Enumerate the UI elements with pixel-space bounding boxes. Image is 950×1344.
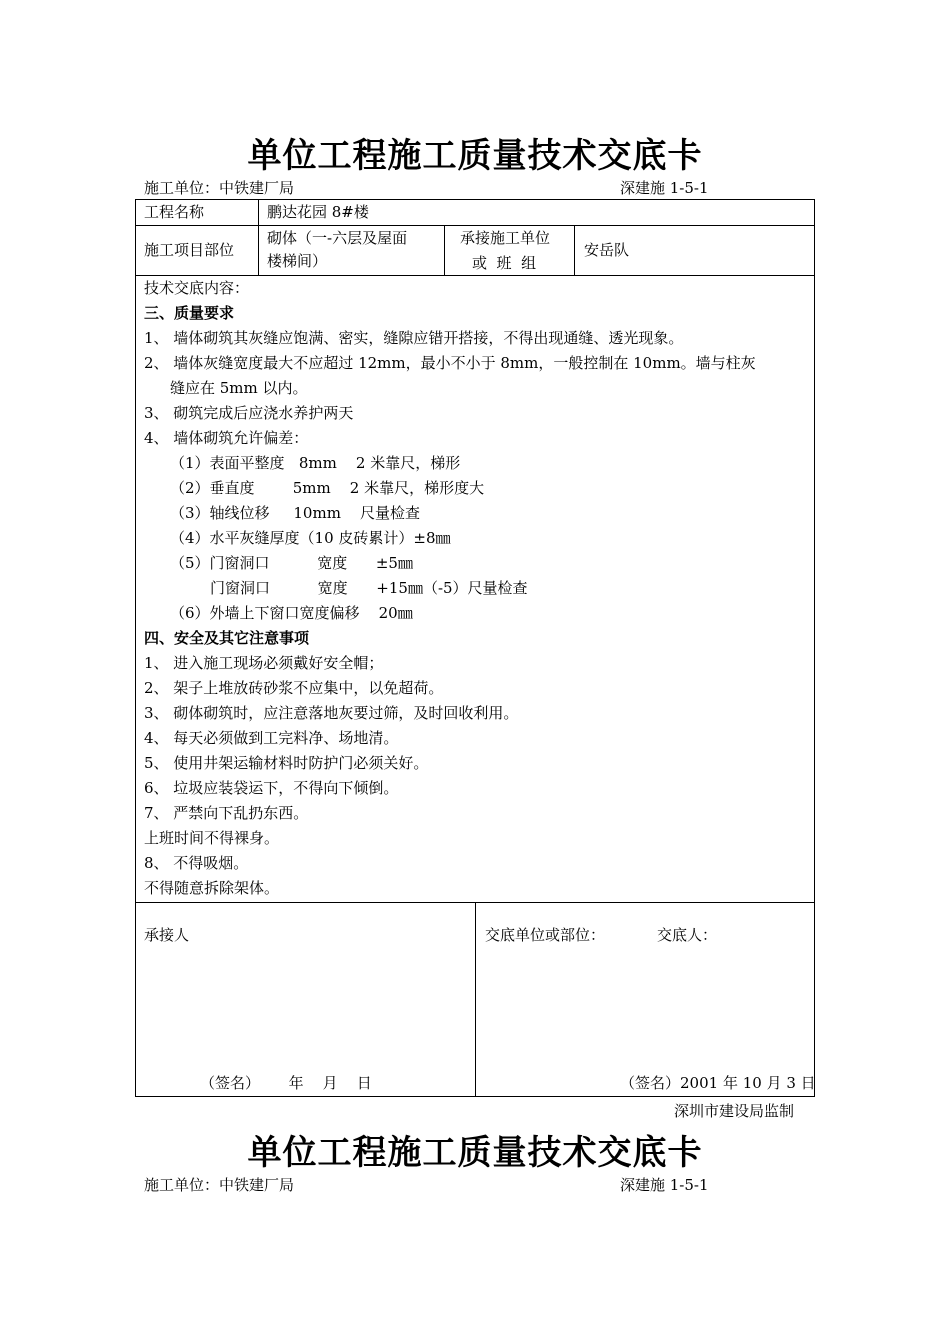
- safety-item: 8、 不得吸烟。: [144, 854, 249, 872]
- receiver-label: 承接人: [144, 926, 190, 944]
- project-name-label: 工程名称: [144, 203, 205, 221]
- tolerance-item: （1）表面平整度 8mm 2 米靠尺，梯形: [170, 454, 461, 472]
- receiver-signature: （签名） 年 月 日: [200, 1074, 372, 1092]
- supervisor-note: 深圳市建设局监制: [674, 1102, 795, 1120]
- column-divider: [574, 225, 575, 275]
- tolerance-item: （6）外墙上下窗口宽度偏移 20㎜: [170, 604, 413, 622]
- issuer-signature: （签名）2001 年 10 月 3 日: [620, 1074, 816, 1092]
- quality-item-continued: 缝应在 5mm 以内。: [170, 379, 308, 397]
- contractor-label-line1: 承接施工单位: [460, 229, 551, 247]
- safety-item: 2、 架子上堆放砖砂浆不应集中，以免超荷。: [144, 679, 444, 697]
- safety-item: 3、 砌体砌筑时，应注意落地灰要过筛，及时回收利用。: [144, 704, 519, 722]
- safety-item: 5、 使用井架运输材料时防护门必须关好。: [144, 754, 429, 772]
- construction-unit: 施工单位：中铁建厂局: [144, 179, 295, 197]
- second-construction-unit: 施工单位：中铁建厂局: [144, 1176, 295, 1194]
- safety-item: 7、 严禁向下乱扔东西。: [144, 804, 309, 822]
- tolerance-item: （3）轴线位移 10mm 尺量检查: [170, 504, 420, 522]
- column-divider: [475, 902, 476, 1097]
- second-form-code: 深建施 1-5-1: [620, 1176, 709, 1194]
- tolerance-item: （4）水平灰缝厚度（10 皮砖累计）±8㎜: [170, 529, 451, 547]
- safety-item: 1、 进入施工现场必须戴好安全帽；: [144, 654, 384, 672]
- tolerance-item: （2）垂直度 5mm 2 米靠尺，梯形度大: [170, 479, 485, 497]
- page-title: 单位工程施工质量技术交底卡: [247, 136, 703, 176]
- row-divider: [135, 225, 815, 226]
- safety-item: 4、 每天必须做到工完料净、场地清。: [144, 729, 399, 747]
- quality-item: 1、 墙体砌筑其灰缝应饱满、密实，缝隙应错开搭接，不得出现通缝、透光现象。: [144, 329, 684, 347]
- content-intro: 技术交底内容：: [144, 279, 250, 297]
- contractor-label-line2: 或 班 组: [472, 254, 537, 272]
- safety-item: 不得随意拆除架体。: [144, 879, 280, 897]
- issuer-unit-label: 交底单位或部位：: [485, 926, 606, 944]
- construction-part-label: 施工项目部位: [144, 241, 235, 259]
- issuer-label: 交底人：: [657, 926, 718, 944]
- column-divider: [258, 199, 259, 275]
- tolerance-item: （5）门窗洞口 宽度 ±5㎜: [170, 554, 413, 572]
- section-heading-quality: 三、质量要求: [144, 304, 235, 322]
- construction-part-value-line2: 楼梯间）: [267, 252, 328, 270]
- quality-item: 3、 砌筑完成后应浇水养护两天: [144, 404, 354, 422]
- contractor-value: 安岳队: [584, 241, 630, 259]
- construction-part-value-line1: 砌体（一-六层及屋面: [267, 229, 408, 247]
- tolerance-item: 门窗洞口 宽度 +15㎜（-5）尺量检查: [210, 579, 528, 597]
- row-divider: [135, 275, 815, 276]
- form-code: 深建施 1-5-1: [620, 179, 709, 197]
- project-name-value: 鹏达花园 8#楼: [267, 203, 369, 221]
- column-divider: [444, 225, 445, 275]
- quality-item: 4、 墙体砌筑允许偏差：: [144, 429, 309, 447]
- quality-item: 2、 墙体灰缝宽度最大不应超过 12mm，最小不小于 8mm，一般控制在 10mm。墙与柱灰: [144, 354, 756, 372]
- section-heading-safety: 四、安全及其它注意事项: [144, 629, 310, 647]
- safety-item: 6、 垃圾应装袋运下，不得向下倾倒。: [144, 779, 399, 797]
- second-page-title: 单位工程施工质量技术交底卡: [247, 1133, 703, 1173]
- safety-item: 上班时间不得裸身。: [144, 829, 280, 847]
